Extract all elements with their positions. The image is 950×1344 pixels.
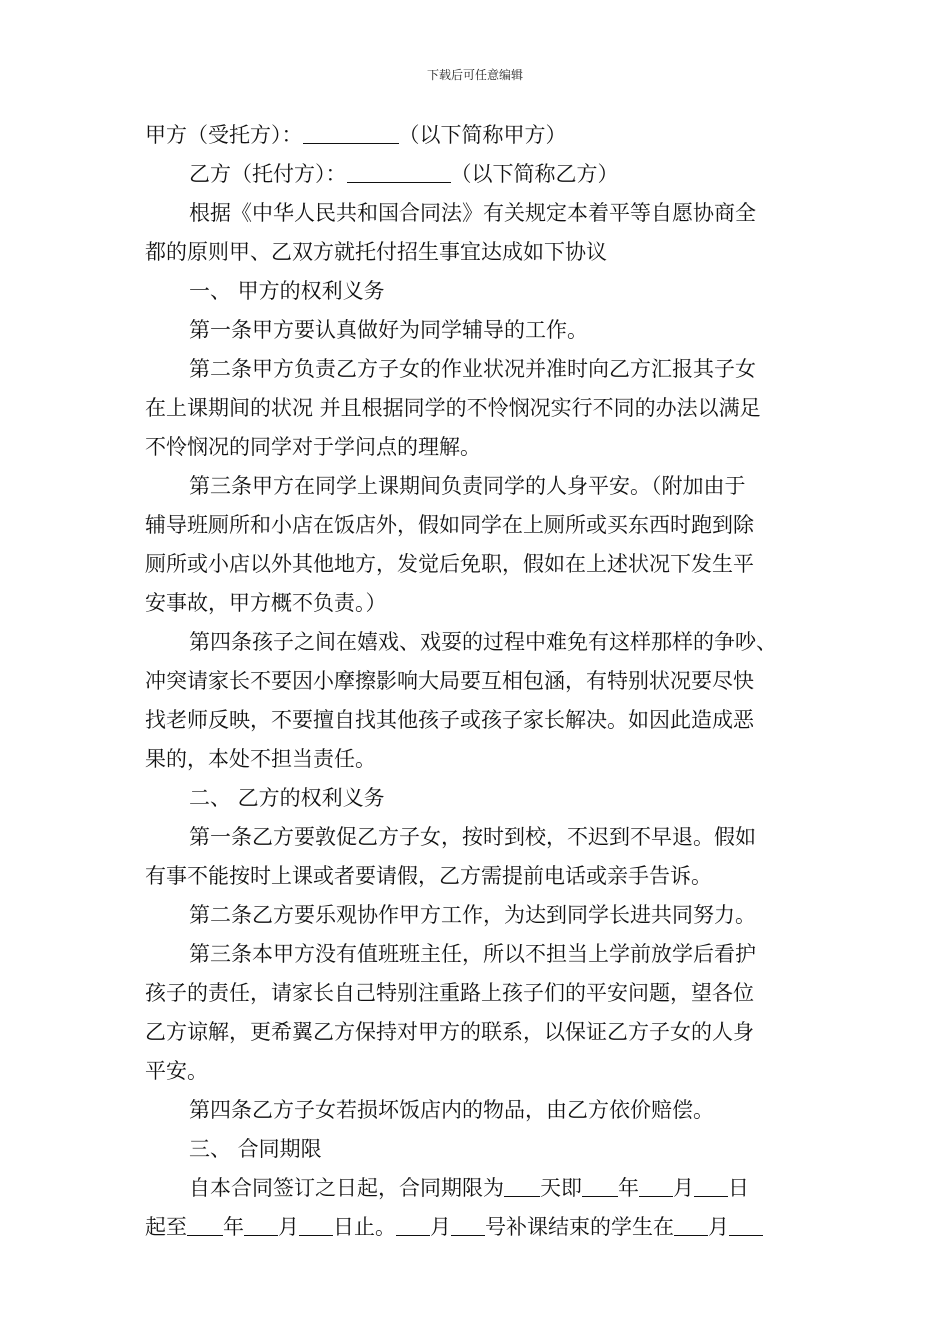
student-month-blank[interactable]	[674, 1213, 708, 1236]
clause-a3-line-3: 厕所或小店以外其他地方，发觉后免职，假如在上述状况下发生平	[145, 552, 754, 576]
party-b-label: 乙方（托付方）：	[189, 162, 347, 186]
term-line-2	[145, 1208, 805, 1247]
clause-b3-line-3: 乙方谅解，更希翼乙方保持对甲方的联系，以保证乙方子女的人身	[145, 1020, 754, 1044]
end-year-blank[interactable]	[187, 1213, 223, 1236]
clause-a3-line-4: 安事故，甲方概不负责。）	[145, 591, 387, 615]
contract-body	[145, 116, 805, 1247]
clause-a2-line-1: 第二条甲方负责乙方子女的作业状况并准时向乙方汇报其子女	[189, 357, 756, 381]
clause-a2-line-2: 在上课期间的状况 并且根据同学的不怜悯况实行不同的办法以满足	[145, 396, 761, 420]
party-a-blank[interactable]	[303, 121, 399, 144]
party-b-abbrev: （以下简称乙方）	[450, 162, 619, 186]
header-note: 下载后可任意编辑	[426, 68, 523, 82]
student-month-label: 月	[708, 1215, 729, 1239]
party-b-blank[interactable]	[347, 160, 451, 183]
term-intro: 自本合同签订之日起，合同期限为	[189, 1176, 504, 1200]
section-1-heading: 一、 甲方的权利义务	[189, 279, 385, 303]
preamble-line-1: 根据《中华人民共和国合同法》有关规定本着平等自愿协商全	[189, 201, 756, 225]
day-label: 日	[728, 1176, 749, 1200]
year-label: 年	[618, 1176, 639, 1200]
clause-b3-line-4: 平安。	[145, 1059, 208, 1083]
trailing-blank[interactable]	[729, 1213, 763, 1236]
clause-a4-line-2: 冲突请家长不要因小摩擦影响大局要互相包涵，有特别状况要尽快	[145, 669, 754, 693]
clause-a4-line-3: 找老师反映，不要擅自找其他孩子或孩子家长解决。如因此造成恶	[145, 708, 754, 732]
clause-a1: 第一条甲方要认真做好为同学辅导的工作。	[189, 318, 588, 342]
start-day-blank[interactable]	[694, 1174, 728, 1197]
makeup-day-blank[interactable]	[451, 1213, 485, 1236]
days-label: 天即	[540, 1176, 582, 1200]
makeup-month-label: 月	[430, 1215, 451, 1239]
clause-a4-line-1: 第四条孩子之间在嬉戏、戏耍的过程中难免有这样那样的争吵、	[189, 630, 777, 654]
preamble-line-2: 都的原则甲、乙双方就托付招生事宜达成如下协议	[145, 240, 607, 264]
clause-b3-line-2: 孩子的责任，请家长自己特别注重路上孩子们的平安问题，望各位	[145, 981, 754, 1005]
until-label: 起至	[145, 1215, 187, 1239]
party-a-line	[145, 116, 805, 155]
makeup-text: 号补课结束的学生在	[485, 1215, 674, 1239]
term-line-1	[145, 1169, 805, 1208]
section-3-heading: 三、 合同期限	[189, 1137, 322, 1161]
end-day-label: 日止。	[333, 1215, 396, 1239]
clause-b1-line-2: 有事不能按时上课或者要请假，乙方需提前电话或亲手告诉。	[145, 864, 712, 888]
month-label: 月	[673, 1176, 694, 1200]
party-a-label: 甲方（受托方）：	[145, 123, 303, 147]
clause-b4: 第四条乙方子女若损坏饭店内的物品，由乙方依价赔偿。	[189, 1098, 714, 1122]
end-year-label: 年	[223, 1215, 244, 1239]
clause-b2: 第二条乙方要乐观协作甲方工作，为达到同学长进共同努力。	[189, 903, 756, 927]
clause-b3-line-1: 第三条本甲方没有值班班主任，所以不担当上学前放学后看护	[189, 942, 756, 966]
clause-a4-line-4: 果的，本处不担当责任。	[145, 747, 376, 771]
section-2-heading: 二、 乙方的权利义务	[189, 786, 385, 810]
party-b-line	[145, 155, 805, 194]
days-blank[interactable]	[504, 1174, 540, 1197]
end-month-label: 月	[278, 1215, 299, 1239]
clause-b1-line-1: 第一条乙方要敦促乙方子女，按时到校，不迟到不早退。假如	[189, 825, 756, 849]
makeup-month-blank[interactable]	[396, 1213, 430, 1236]
clause-a3-line-1: 第三条甲方在同学上课期间负责同学的人身平安。（附加由于	[189, 474, 746, 498]
end-day-blank[interactable]	[299, 1213, 333, 1236]
clause-a3-line-2: 辅导班厕所和小店在饭店外，假如同学在上厕所或买东西时跑到除	[145, 513, 754, 537]
party-a-abbrev: （以下简称甲方）	[398, 123, 567, 147]
clause-a2-line-3: 不怜悯况的同学对于学问点的理解。	[145, 435, 481, 459]
start-month-blank[interactable]	[639, 1174, 673, 1197]
start-year-blank[interactable]	[582, 1174, 618, 1197]
end-month-blank[interactable]	[244, 1213, 278, 1236]
